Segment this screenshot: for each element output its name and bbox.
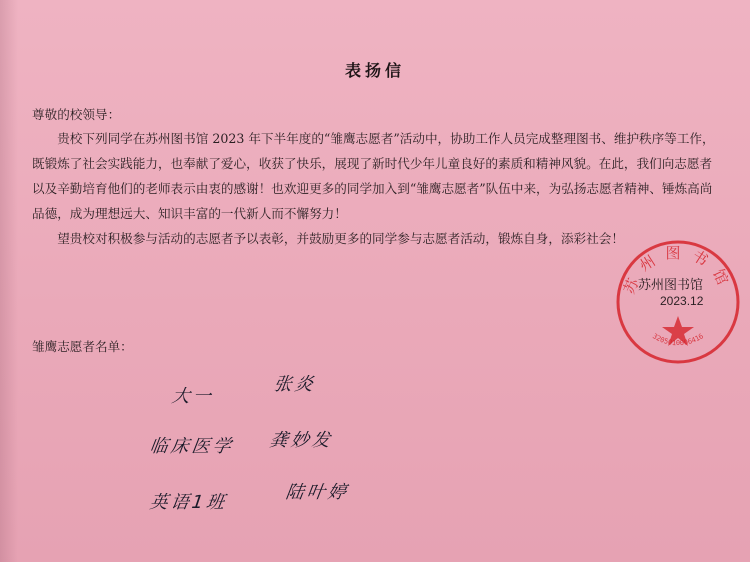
volunteer-name: 龚妙发 [268,430,335,451]
volunteer-class: 英语1班 [148,492,229,513]
letter-paragraph-2: 望贵校对积极参与活动的志愿者予以表彰，并鼓励更多的同学参与志愿者活动，锻炼自身，添彩社会！ [57,231,624,246]
paper-shadow [0,0,18,562]
volunteer-name: 陆叶婷 [284,482,351,503]
seal-number: 3205010006416 [651,332,705,348]
letter-title: 表扬信 [344,61,405,80]
salutation: 尊敬的校领导： [32,107,121,122]
signature-organization: 苏州图书馆 [638,277,704,292]
volunteer-name: 张炎 [272,374,318,395]
signature-date: 2023.12 [660,294,704,308]
volunteer-class: 大一 [170,386,216,407]
volunteer-list-heading: 雏鹰志愿者名单： [32,339,133,354]
volunteer-class: 临床医学 [148,436,236,457]
letter-paragraph-1: 贵校下列同学在苏州图书馆 2023 年下半年度的“雏鹰志愿者”活动中，协助工作人员完成整理图书、维护秩序等工作，既锻炼了社会实践能力，也奉献了爱心，收获了快乐，展现了新时代少年儿童良好的素质和精神风貌。在此，我们向志愿者以及辛勤培育他们的老师表示由衷的感谢！也欢迎更多的同学加入到“雏鹰志愿者”队伍中来，为弘扬志愿者精神、锤炼高尚品德，成为理想远大、知识丰富的一代新人而不懈努力！ [32,131,715,221]
seal-arc-text: 苏州图书馆 [620,244,736,297]
